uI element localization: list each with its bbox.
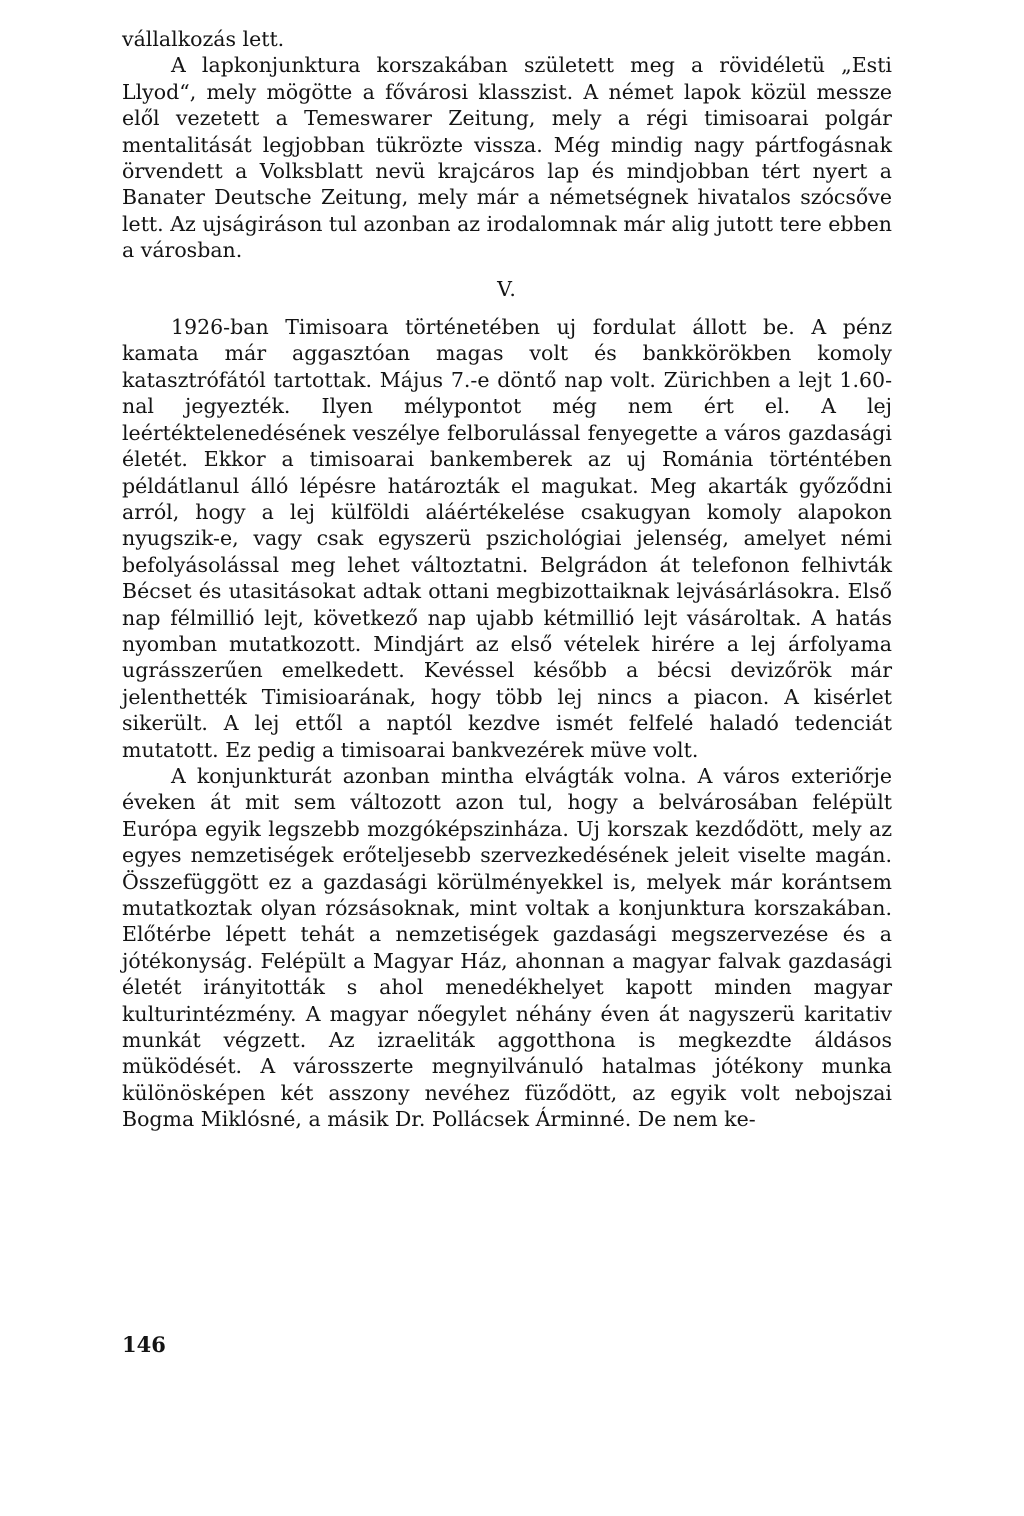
paragraph-1926: 1926-ban Timisoara történetében uj fordulat állott be. A pénz kamata már aggasztóan magas volt és bankkörökben komoly katasztrófától tartottak. Május 7.-e döntő nap volt. Zürichben a lejt 1.60-nal jegyezték. Ilyen mélypontot még nem ért el. A lej leértéktelenedésének veszélye felborulással fenyegette a város gazdasági életét. Ekkor a timisoarai bankemberek az uj Románia történtében példátlanul álló lépésre határozták el magukat. Meg akarták győződni arról, hogy a lej külföldi aláértékelése csakugyan komoly alapokon nyugszik-e, vagy csak egyszerü pszichológiai jelenség, amelyet némi befolyásolással meg lehet változtatni. Belgrádon át telefonon felhivták Bécset és utasitásokat adtak ottani megbizottaiknak lejvásárlásokra. Első nap félmillió lejt, következő nap ujabb kétmillió lejt vásároltak. A hatás nyomban mutatkozott. Mindjárt az első vételek hirére a lej árfolyama ugrásszerűen emelkedett. Kevéssel később a bécsi devizőrök már jelenthették Timisioarának, hogy több lej nincs a piacon. A kisérlet sikerült. A lej ettől a naptól kezdve ismét felfelé haladó tedenciát mutatott. Ez pedig a timisoarai bankvezérek müve volt. [122,315,892,762]
body-text [122,26,892,1133]
paragraph-newspapers: A lapkonjunktura korszakában született meg a rövidéletü „Esti Llyod“, mely mögötte a fővárosi klasszist. A német lapok közül messze elől vezetett a Temeswarer Zeitung, mely a régi timisoarai polgár mentalitását legjobban tükrözte vissza. Még mindig nagy pártfogásnak örvendett a Volksblatt nevü krajcáros lap és mindjobban tért nyert a Banater Deutsche Zeitung, mely már a németségnek hivatalos szócsőve lett. Az ujságiráson tul azonban az irodalomnak már alig jutott tere ebben a városban. [122,53,892,263]
paragraph-konjunktura: A konjunkturát azonban mintha elvágták volna. A város exteriőrje éveken át mit sem változott azon tul, hogy a belvárosában felépült Európa egyik legszebb mozgóképszinháza. Uj korszak kezdődött, mely az egyes nemzetiségek erőteljesebb szervezkedésének jeleit viselte magán. Összefüggött ez a gazdasági körülményekkel is, melyek már korántsem mutatkoztak olyan rózsásoknak, mint voltak a konjunktura korszakában. Előtérbe lépett tehát a nemzetiségek gazdasági megszervezése és a jótékonyság. Felépült a Magyar Ház, ahonnan a magyar falvak gazdasági életét irányitották s ahol menedékhelyet kapott minden magyar kulturintézmény. A magyar nőegylet néhány éven át nagyszerü karitativ munkát végzett. Az izraeliták aggotthona is megkezdte áldásos müködését. A városszerte megnyilvánuló hatalmas jótékony munka különösképen két asszony nevéhez füződött, az egyik volt nebojszai Bogma Miklósné, a másik Dr. Pollácsek Árminné. De nem ke- [122,763,892,1132]
section-heading: V. [497,276,517,301]
paragraph-continuation: vállalkozás lett. [122,27,285,51]
book-page [122,26,892,1486]
page-number: 146 [122,1332,166,1357]
